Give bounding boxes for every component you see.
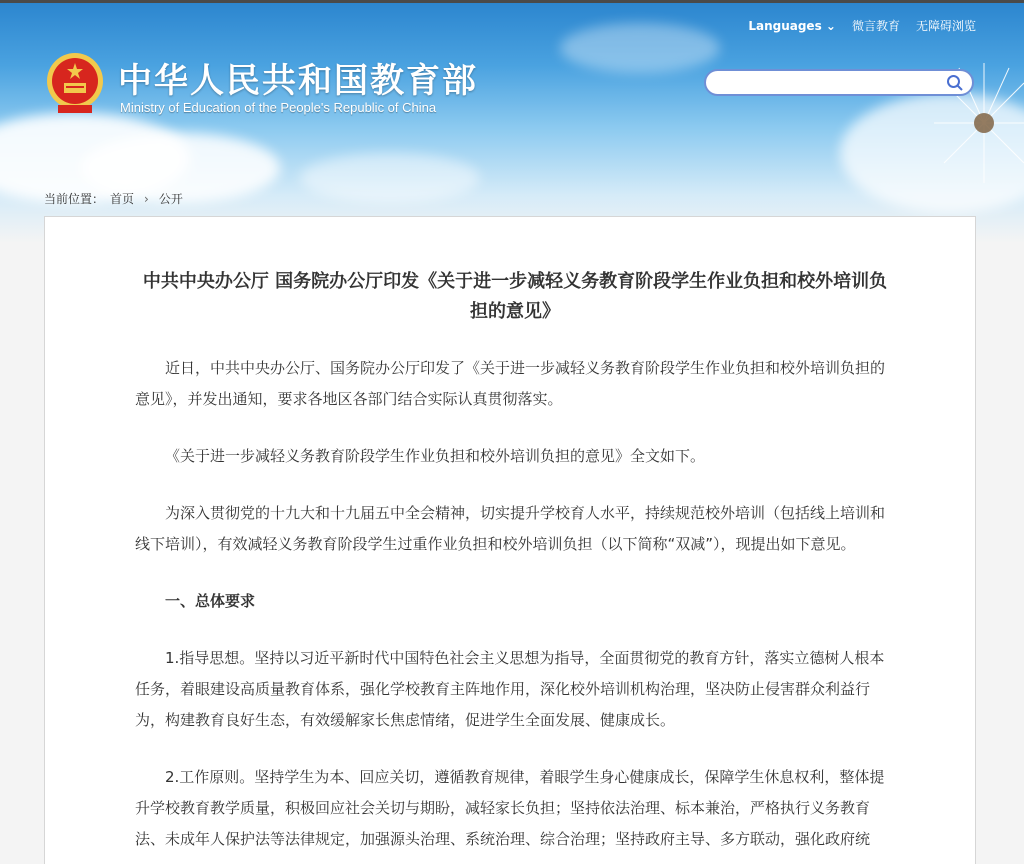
- article-paragraph: 近日，中共中央办公厅、国务院办公厅印发了《关于进一步减轻义务教育阶段学生作业负担和校外培训负担的意见》，并发出通知，要求各地区各部门结合实际认真贯彻落实。: [135, 359, 886, 408]
- search-input[interactable]: [704, 69, 974, 96]
- top-nav: [748, 17, 976, 34]
- breadcrumb-separator: ›: [144, 191, 149, 206]
- breadcrumb: [44, 190, 183, 207]
- chevron-down-icon: ⌄: [825, 18, 836, 33]
- search-icon[interactable]: [946, 74, 964, 92]
- languages-label: Languages: [748, 18, 822, 33]
- cloud-decoration: [300, 153, 480, 203]
- header-banner: [0, 3, 1024, 243]
- national-emblem-icon[interactable]: [44, 51, 106, 115]
- article-title: 中共中央办公厅 国务院办公厅印发《关于进一步减轻义务教育阶段学生作业负担和校外培训负担的意见》: [142, 271, 888, 322]
- site-subtitle: Ministry of Education of the People's Republic of China: [120, 100, 437, 115]
- breadcrumb-home-link[interactable]: 首页: [110, 192, 135, 206]
- languages-link[interactable]: [748, 19, 836, 33]
- accessibility-link[interactable]: 无障碍浏览: [915, 19, 976, 33]
- article-paragraph: 为深入贯彻党的十九大和十九届五中全会精神，切实提升学校育人水平，持续规范校外培训（包括线上培训和线下培训），有效减轻义务教育阶段学生过重作业负担和校外培训负担（以下简称“双减”），现提出如下意见。: [135, 504, 886, 553]
- weiyan-link[interactable]: 微言教育: [851, 19, 900, 33]
- article-paragraph: 《关于进一步减轻义务教育阶段学生作业负担和校外培训负担的意见》全文如下。: [165, 447, 706, 465]
- article-panel: [44, 216, 976, 864]
- article-body: [135, 353, 895, 864]
- article-paragraph: 1.指导思想。坚持以习近平新时代中国特色社会主义思想为指导，全面贯彻党的教育方针，落实立德树人根本任务，着眼建设高质量教育体系，强化学校教育主阵地作用，深化校外培训机构治理，坚决防止侵害群众利益行为，构建教育良好生态，有效缓解家长焦虑情绪，促进学生全面发展、健康成长。: [135, 649, 885, 729]
- article-paragraph: 2.工作原则。坚持学生为本、回应关切，遵循教育规律，着眼学生身心健康成长，保障学生休息权利，整体提升学校教育教学质量，积极回应社会关切与期盼，减轻家长负担；坚持依法治理、标本兼治，严格执行义务教育法、未成年人保护法等法律规定，加强源头治理、系统治理、综合治理；坚持政府主导、多方联动，强化政府统: [135, 768, 885, 848]
- breadcrumb-prefix: 当前位置：: [44, 192, 105, 206]
- site-title[interactable]: 中华人民共和国教育部: [118, 61, 478, 101]
- section-heading: 一、总体要求: [165, 592, 256, 610]
- cloud-decoration: [560, 23, 720, 73]
- breadcrumb-current-link[interactable]: 公开: [158, 192, 183, 206]
